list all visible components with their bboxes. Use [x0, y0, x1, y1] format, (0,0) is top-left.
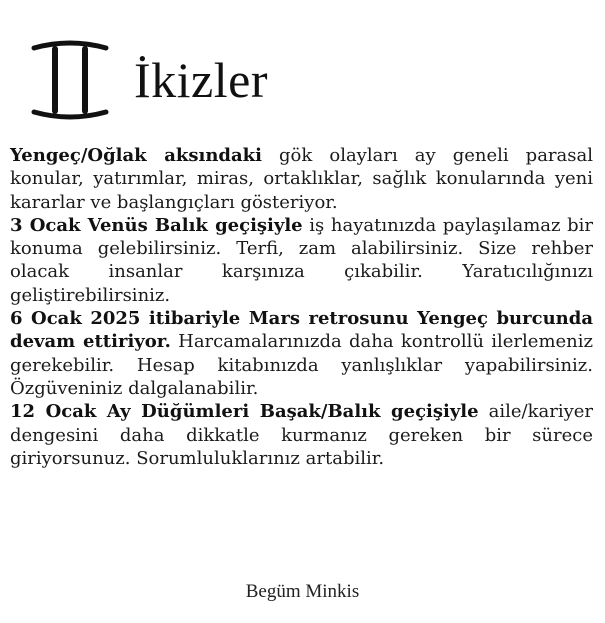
page-title: İkizler — [134, 52, 268, 108]
paragraph-2 — [10, 214, 593, 307]
paragraph-4-highlight: 12 Ocak Ay Düğümleri Başak/Balık geçişiyle — [10, 401, 479, 423]
paragraph-3-text: Harcamalarınızda daha kontrollü ilerlemeniz gerekebilir. Hesap kitabınızda yanlışlıklar yapabilirsiniz. Özgüveniniz dalgalanabilir. — [10, 331, 593, 399]
paragraph-1-text: gök olayları ay geneli parasal konular, yatırımlar, miras, ortaklıklar, sağlık konularında yeni kararlar ve başlangıçları gösteriyor. — [10, 145, 593, 213]
horoscope-body — [10, 144, 593, 470]
paragraph-2-text: iş hayatınızda paylaşılamaz bir konuma gelebilirsiniz. Terfi, zam alabilirsiniz. Size rehber olacak insanlar karşınıza çıkabilir. Yaratıcılığınızı geliştirebilirsiniz. — [10, 214, 593, 306]
paragraph-4 — [10, 400, 593, 470]
paragraph-3 — [10, 307, 593, 400]
paragraph-4-text: aile/kariyer dengesini daha dikkatle kurmanız gereken bir sürece giriyorsunuz. Sorumluluklarınız artabilir. — [10, 401, 594, 469]
paragraph-1-highlight: Yengeç/Oğlak aksındaki — [10, 145, 262, 166]
paragraph-1 — [10, 144, 593, 214]
gemini-zodiac-icon — [30, 40, 110, 120]
paragraph-3-highlight: 6 Ocak 2025 itibariyle Mars retrosunu Yengeç burcunda devam ettiriyor. — [10, 308, 593, 353]
author-signature: Begüm Minkis — [245, 581, 360, 602]
paragraph-2-highlight: 3 Ocak Venüs Balık geçişiyle — [10, 214, 303, 236]
header — [30, 40, 268, 120]
